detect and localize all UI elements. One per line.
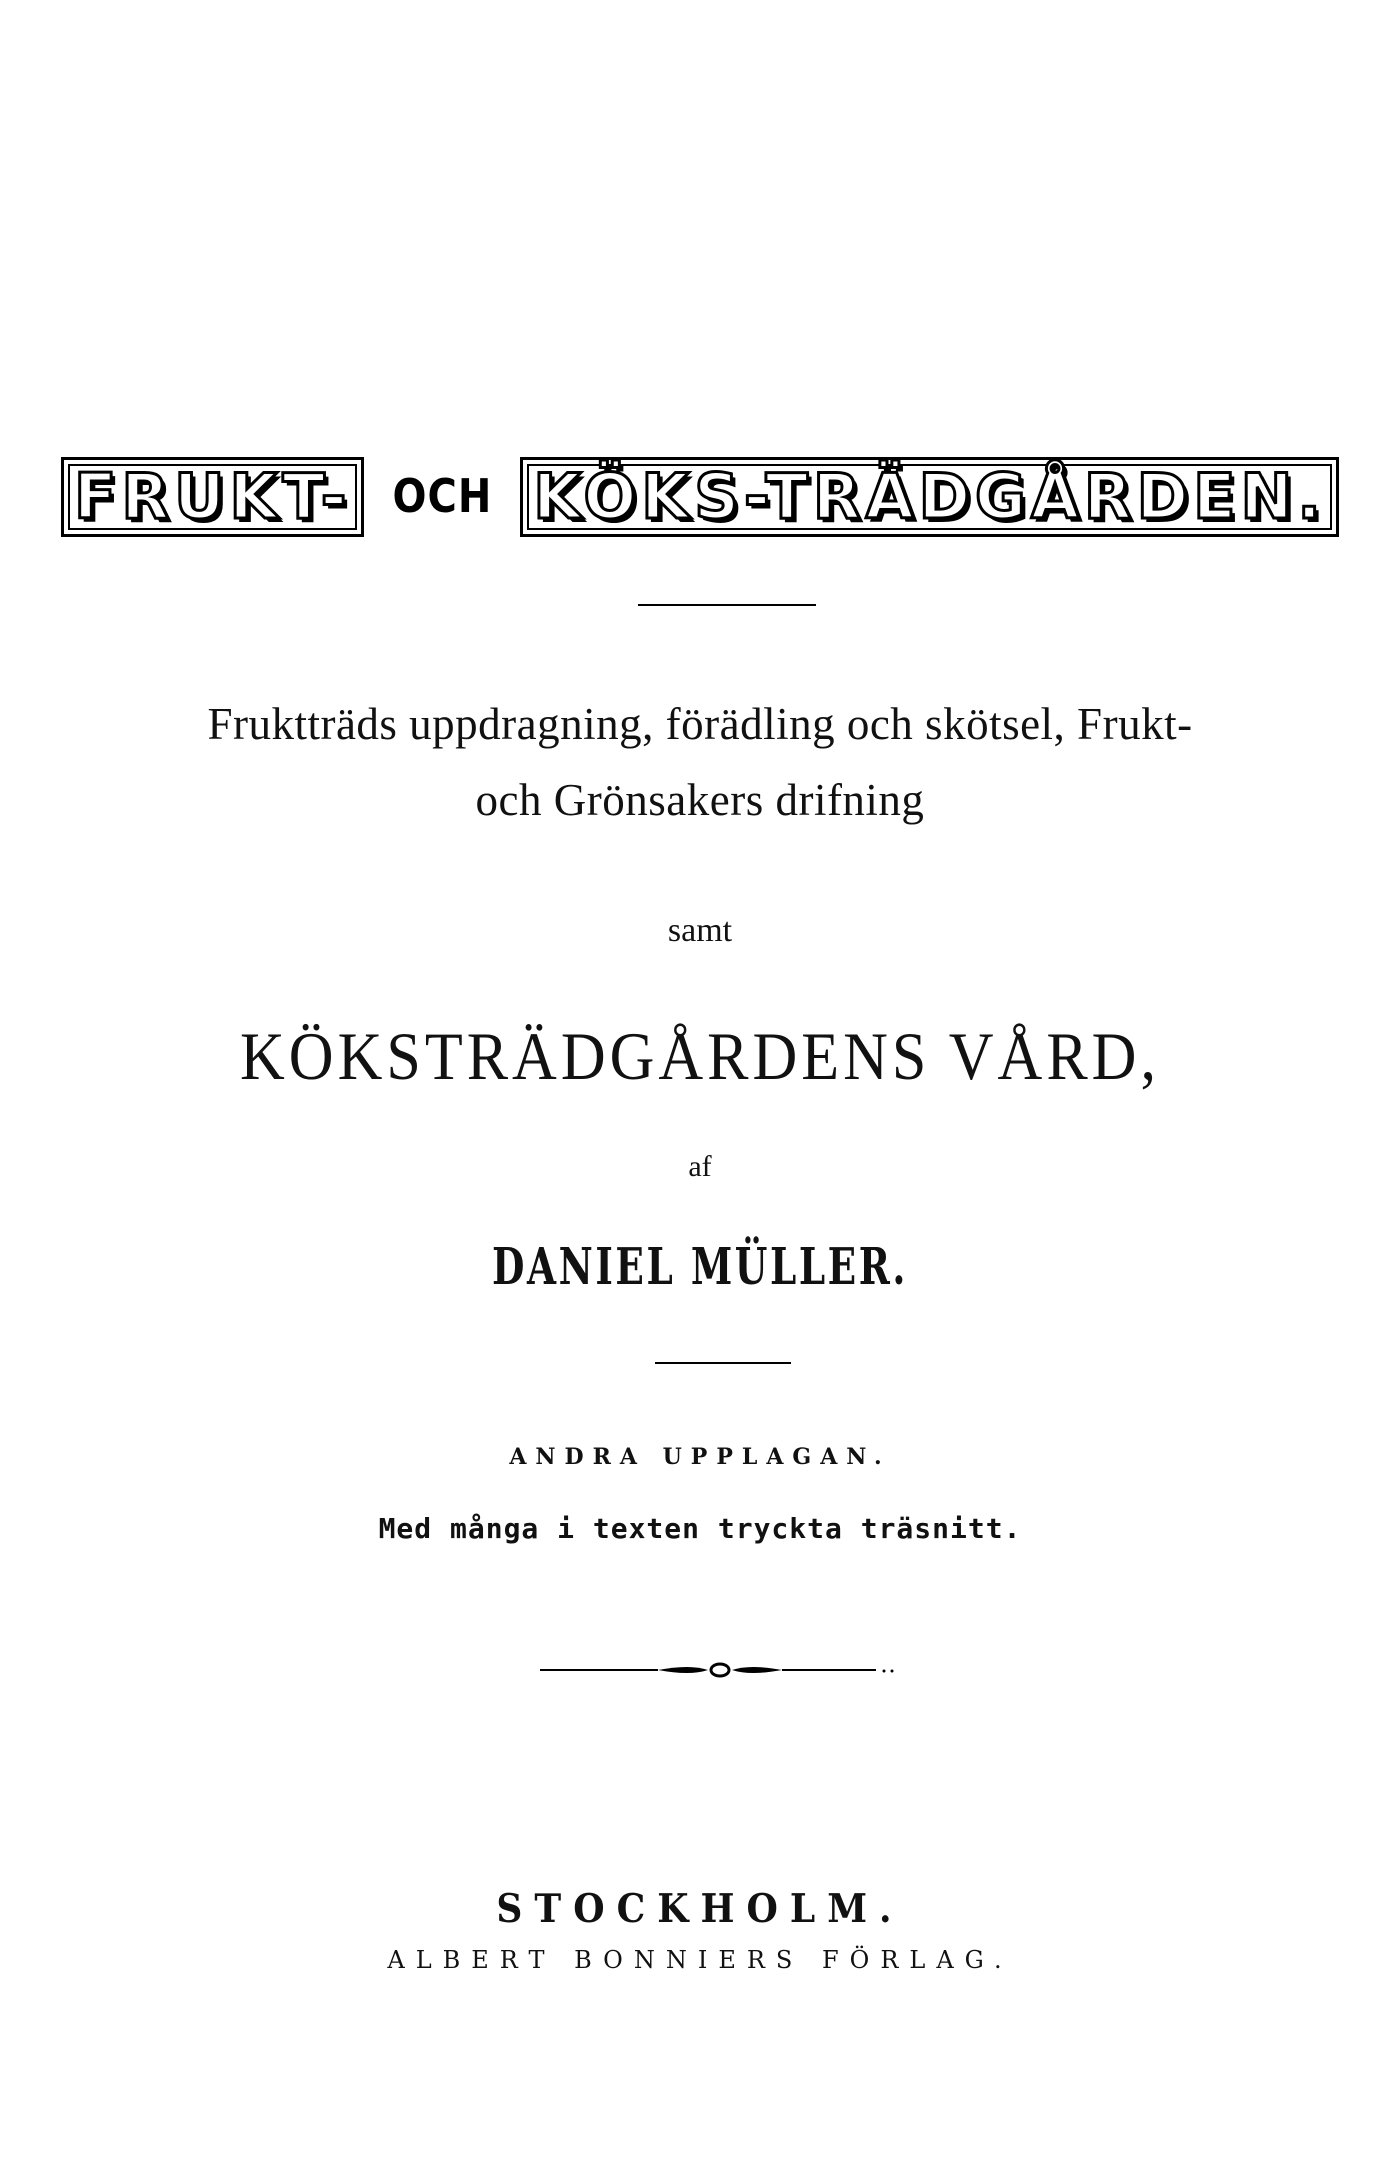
publication-city: STOCKHOLM. <box>496 1885 904 1933</box>
ornament-divider-icon <box>540 1655 900 1685</box>
subtitle-line-2: och Grönsakers drifning <box>475 775 925 825</box>
title-part-koks-tradgarden: KÖKS-TRÄDGÅRDEN. <box>520 457 1339 537</box>
publisher-name: ALBERT BONNIERS FÖRLAG. <box>387 1946 1013 1974</box>
section-title: KÖKSTRÄDGÅRDENS VÅRD, <box>240 1019 1160 1095</box>
title-part-frukt: FRUKT- <box>61 457 364 537</box>
edition-text: ANDRA UPPLAGAN. <box>509 1444 891 1470</box>
main-title <box>0 452 1400 542</box>
samt-text: samt <box>667 912 733 949</box>
subtitle-line-1: Fruktträds uppdragning, förädling och skötsel, Frukt- <box>207 699 1193 749</box>
divider-rule-top <box>638 604 816 606</box>
illustrations-note: Med många i texten tryckta träsnitt. <box>378 1512 1022 1545</box>
title-och: OCH <box>392 470 493 524</box>
divider-rule-middle <box>655 1362 791 1364</box>
by-text: af <box>688 1150 712 1183</box>
author-name: DANIEL MÜLLER. <box>492 1238 908 1297</box>
